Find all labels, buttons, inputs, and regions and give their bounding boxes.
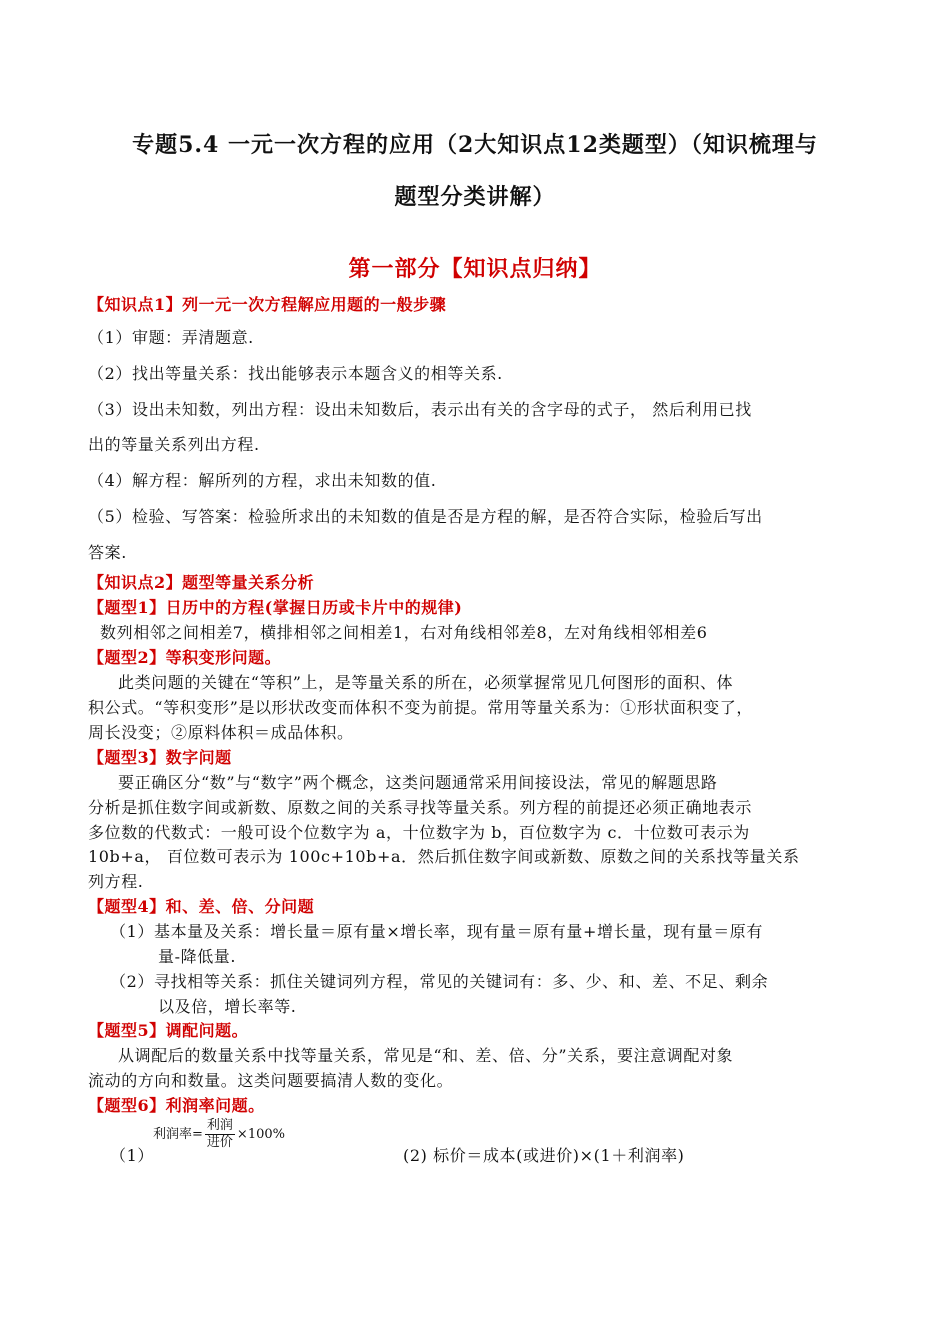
kp1-step3-b: 出的等量关系列出方程. (88, 435, 260, 454)
doc-title-line2: 题型分类讲解） (394, 184, 556, 210)
type4-line3: （2）寻找相等关系：抓住关键词列方程，常见的关键词有：多、少、和、差、不足、剩余 (110, 972, 769, 991)
kp2-heading: 【知识点2】题型等量关系分析 (88, 573, 315, 592)
type6-formula1-label: （1） (110, 1146, 154, 1165)
formula-left: 利润率= (153, 1127, 203, 1142)
type1-heading: 【题型1】日历中的方程(掌握日历或卡片中的规律) (88, 598, 463, 617)
profit-rate-formula (153, 1118, 285, 1151)
type6-formula2: (2) 标价＝成本(或进价)×(1＋利润率) (403, 1146, 685, 1165)
type4-line2: 量-降低量. (158, 947, 237, 966)
type3-line5: 列方程. (88, 872, 144, 891)
type4-line1: （1）基本量及关系：增长量＝原有量×增长率，现有量＝原有量+增长量，现有量＝原有 (110, 922, 763, 941)
type3-heading: 【题型3】数字问题 (88, 748, 232, 767)
kp1-step5-b: 答案. (88, 543, 127, 562)
type3-line4: 10b+a， 百位数可表示为 100c+10b+a．然后抓住数字间或新数、原数之间的关系找等量关系 (88, 847, 800, 866)
formula-fraction (205, 1118, 235, 1151)
type5-line1: 从调配后的数量关系中找等量关系，常见是“和、差、倍、分”关系，要注意调配对象 (118, 1046, 734, 1065)
type4-heading: 【题型4】和、差、倍、分问题 (88, 897, 315, 916)
part-heading: 第一部分【知识点归纳】 (348, 256, 602, 282)
kp1-heading: 【知识点1】列一元一次方程解应用题的一般步骤 (88, 295, 447, 314)
formula-right: ×100% (236, 1127, 285, 1142)
formula-denominator: 进价 (206, 1135, 233, 1150)
kp1-step4: （4）解方程：解所列的方程，求出未知数的值. (88, 471, 437, 490)
type6-heading: 【题型6】利润率问题。 (88, 1096, 265, 1115)
type2-line1: 此类问题的关键在“等积”上，是等量关系的所在，必须掌握常见几何图形的面积、体 (118, 673, 734, 692)
type5-heading: 【题型5】调配问题。 (88, 1021, 249, 1040)
type2-line2: 积公式。“等积变形”是以形状改变而体积不变为前提。常用等量关系为：①形状面积变了， (88, 698, 753, 717)
formula-numerator: 利润 (206, 1118, 233, 1133)
kp1-step1: （1）审题：弄清题意. (88, 328, 254, 347)
type5-line2: 流动的方向和数量。这类问题要搞清人数的变化。 (88, 1071, 454, 1090)
type4-line4: 以及倍，增长率等. (158, 997, 297, 1016)
type2-line3: 周长没变；②原料体积＝成品体积。 (88, 723, 354, 742)
kp1-step5-a: （5）检验、写答案：检验所求出的未知数的值是否是方程的解，是否符合实际，检验后写出 (88, 507, 763, 526)
type2-heading: 【题型2】等积变形问题。 (88, 648, 282, 667)
type3-line3: 多位数的代数式：一般可设个位数字为 a，十位数字为 b，百位数字为 c．十位数可表示为 (88, 823, 750, 842)
doc-title-line1: 专题5.4 一元一次方程的应用（2大知识点12类题型）（知识梳理与 (132, 132, 818, 158)
type1-text: 数列相邻之间相差7，横排相邻之间相差1，右对角线相邻差8，左对角线相邻相差6 (100, 623, 708, 642)
type3-line1: 要正确区分“数”与“数字”两个概念，这类问题通常采用间接设法，常见的解题思路 (118, 773, 718, 792)
kp1-step2: （2）找出等量关系：找出能够表示本题含义的相等关系. (88, 364, 503, 383)
type3-line2: 分析是抓住数字间或新数、原数之间的关系寻找等量关系。列方程的前提还必须正确地表示 (88, 798, 753, 817)
kp1-step3-a: （3）设出未知数，列出方程：设出未知数后，表示出有关的含字母的式子， 然后利用已找 (88, 400, 752, 419)
